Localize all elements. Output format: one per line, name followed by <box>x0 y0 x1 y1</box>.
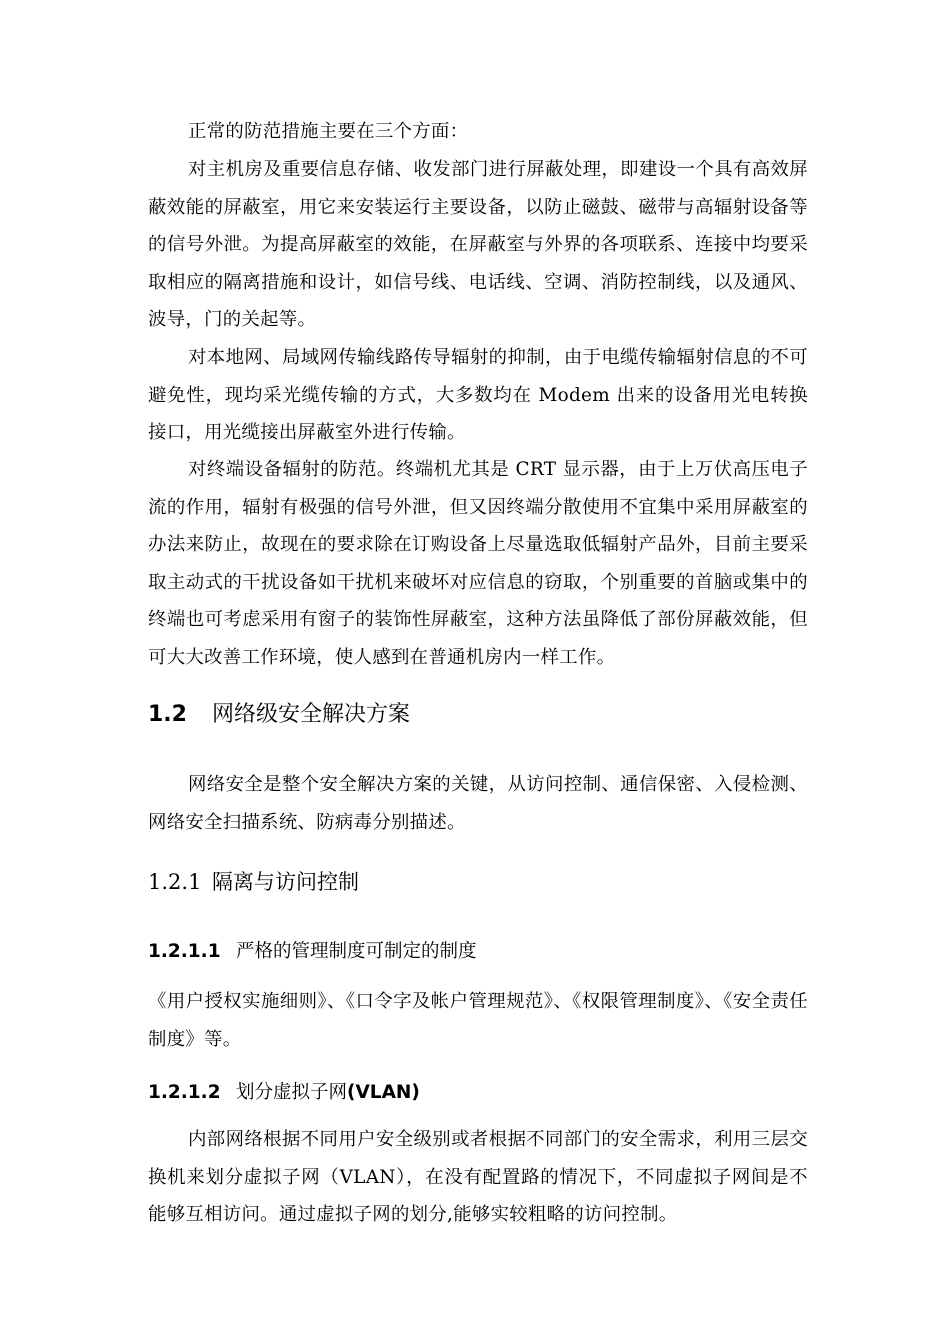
heading-title <box>236 1078 420 1108</box>
heading-title: 网络级安全解决方案 <box>212 702 411 727</box>
heading-title: 隔离与访问控制 <box>212 870 359 894</box>
heading-number: 1.2.1.2 <box>148 1082 221 1103</box>
heading-number: 1.2.1.1 <box>148 941 221 962</box>
heading-1-2 <box>148 699 808 731</box>
heading-1-2-1 <box>148 866 808 898</box>
heading-title-text: 划分虚拟子网 <box>236 1082 348 1103</box>
intro-paragraph: 正常的防范措施主要在三个方面： <box>188 121 469 142</box>
transmission-line-paragraph: 对本地网、局域网传输线路传导辐射的抑制，由于电缆传输辐射信息的不可避免性，现均采光缆传输的方式，大多数均在 Modem 出来的设备用光电转换接口，用光缆接出屏蔽室外进行传输。 <box>148 347 808 444</box>
heading-1-2-1-1 <box>148 937 808 967</box>
heading-title-abbrev: (VLAN) <box>347 1082 420 1103</box>
heading-1-2-1-2 <box>148 1078 808 1108</box>
vlan-paragraph: 内部网络根据不同用户安全级别或者根据不同部门的安全需求，利用三层交换机来划分虚拟子网（VLAN），在没有配置路的情况下，不同虚拟子网间是不能够互相访问。通过虚拟子网的划分,能够实较粗略的访问控制。 <box>148 1129 808 1226</box>
shielding-room-paragraph: 对主机房及重要信息存储、收发部门进行屏蔽处理，即建设一个具有高效屏蔽效能的屏蔽室，用它来安装运行主要设备，以防止磁鼓、磁带与高辐射设备等的信号外泄。为提高屏蔽室的效能，在屏蔽室与外界的各项联系、连接中均要采取相应的隔离措施和设计，如信号线、电话线、空调、消防控制线，以及通风、波导，门的关起等。 <box>148 159 808 331</box>
terminal-device-paragraph: 对终端设备辐射的防范。终端机尤其是 CRT 显示器，由于上万伏高压电子流的作用，辐射有极强的信号外泄，但又因终端分散使用不宜集中采用屏蔽室的办法来防止，故现在的要求除在订购设备上尽量选取低辐射产品外，目前主要采取主动式的干扰设备如干扰机来破坏对应信息的窃取，个别重要的首脑或集中的终端也可考虑采用有窗子的装饰性屏蔽室，这种方法虽降低了部份屏蔽效能，但可大大改善工作环境，使人感到在普通机房内一样工作。 <box>148 459 808 668</box>
network-security-paragraph: 网络安全是整个安全解决方案的关键，从访问控制、通信保密、入侵检测、网络安全扫描系统、防病毒分别描述。 <box>148 774 808 833</box>
management-rules-paragraph: 《用户授权实施细则》、《口令字及帐户管理规范》、《权限管理制度》、《安全责任制度》等。 <box>148 991 808 1050</box>
heading-title: 严格的管理制度可制定的制度 <box>236 941 477 962</box>
heading-number: 1.2.1 <box>148 870 202 894</box>
heading-number: 1.2 <box>148 702 187 727</box>
